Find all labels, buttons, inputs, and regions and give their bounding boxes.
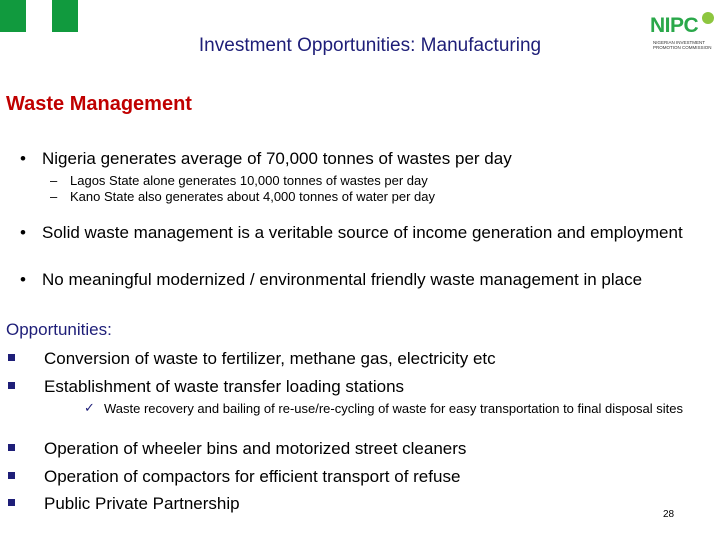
bullet-dot-icon: • (20, 223, 26, 242)
square-bullet-icon (8, 382, 15, 389)
opportunities-heading: Opportunities: (6, 320, 112, 339)
square-bullet-icon (8, 472, 15, 479)
page-number: 28 (663, 509, 675, 520)
bullet-dot-icon: • (20, 270, 26, 289)
slide-title: Investment Opportunities: Manufacturing (198, 35, 542, 56)
bullet-text: No meaningful modernized / environmental friendly waste management in place (42, 270, 643, 289)
square-bullet-icon (8, 444, 15, 451)
bullet-dot-icon: • (20, 149, 26, 168)
flag-white-center (26, 0, 52, 32)
logo-text: NIPC (650, 14, 699, 37)
bullet-text: Nigeria generates average of 70,000 tonnes of wastes per day (42, 149, 512, 168)
checkmark-icon: ✓ (84, 400, 95, 415)
dash-icon: – (50, 189, 58, 204)
square-bullet-icon (8, 354, 15, 361)
nigeria-flag (0, 0, 78, 32)
dash-icon: – (50, 173, 58, 188)
opportunity-text: Establishment of waste transfer loading stations (44, 377, 405, 396)
opportunity-text: Conversion of waste to fertilizer, methane gas, electricity etc (44, 349, 496, 368)
check-item-text: Waste recovery and bailing of re-use/re-cycling of waste for easy transportation to final disposal sites (104, 401, 684, 416)
opportunity-text: Operation of compactors for efficient transport of refuse (44, 467, 461, 486)
bullet-text: Solid waste management is a veritable source of income generation and employment (42, 223, 683, 242)
flag-green-left (0, 0, 26, 32)
section-title: Waste Management (6, 93, 192, 115)
opportunity-text: Public Private Partnership (44, 494, 240, 513)
flag-green-right (52, 0, 78, 32)
logo-dot-icon (702, 12, 714, 24)
sub-bullet-text: Lagos State alone generates 10,000 tonnes of wastes per day (70, 173, 428, 188)
square-bullet-icon (8, 499, 15, 506)
opportunity-text: Operation of wheeler bins and motorized street cleaners (44, 439, 467, 458)
logo-subtitle: NIGERIAN INVESTMENT PROMOTION COMMISSION (653, 40, 712, 50)
sub-bullet-text: Kano State also generates about 4,000 tonnes of water per day (70, 189, 435, 204)
